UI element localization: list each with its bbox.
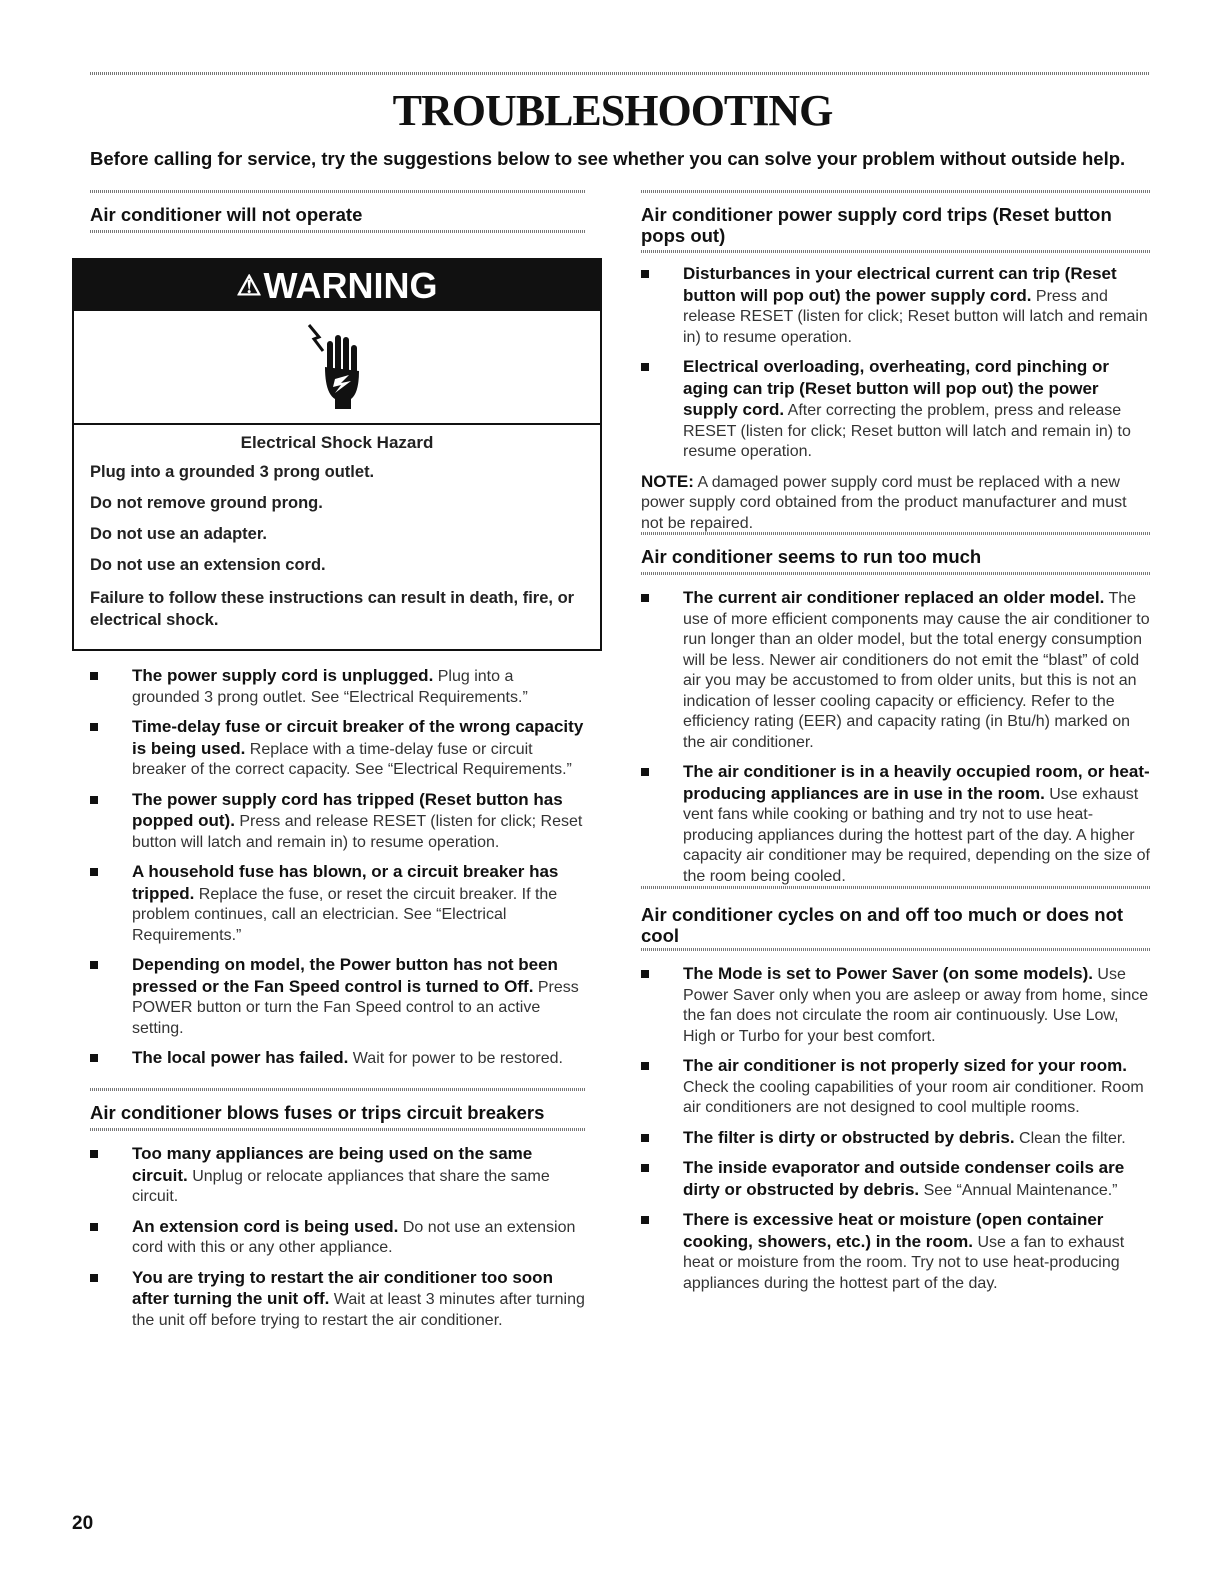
warning-failure-line: Failure to follow these instructions can result in death, fire, or electrical shock. [90, 589, 575, 629]
list-item [90, 790, 585, 854]
electric-shock-hand-icon [305, 323, 375, 413]
section-items [641, 264, 1151, 534]
list-item [90, 1217, 585, 1259]
intro-text: Before calling for service, try the suggestions below to see whether you can solve your problem without outside help. [90, 148, 1126, 169]
item-bold: A household fuse has blown, or a circuit breaker has tripped. [132, 862, 559, 903]
section-rule [641, 948, 1151, 951]
page-number: 20 [72, 1513, 94, 1534]
item-text: Use a fan to exhaust heat or moisture from the room. Try not to use heat-producing appliances during the hottest part of the day. [683, 1233, 1125, 1292]
item-list [641, 588, 1151, 887]
warning-line: Plug into a grounded 3 prong outlet. [90, 463, 375, 481]
item-text: Press and release RESET (listen for click; Reset button will latch and remain in) to resume operation. [132, 813, 583, 851]
warning-line: Do not remove ground prong. [90, 494, 323, 512]
item-text: Wait at least 3 minutes after turning the unit off before trying to restart the air conditioner. [132, 1291, 585, 1329]
warning-label: WARNING [263, 264, 438, 306]
list-item [641, 762, 1151, 887]
list-item [641, 964, 1151, 1047]
list-item [641, 1158, 1151, 1201]
item-bold: You are trying to restart the air conditioner too soon after turning the unit off. [132, 1267, 553, 1308]
item-text: See “Annual Maintenance.” [919, 1181, 1118, 1199]
list-item [90, 862, 585, 946]
list-item [641, 264, 1151, 348]
warning-box [72, 258, 602, 651]
item-list [90, 1144, 585, 1331]
item-bold: Too many appliances are being used on the same circuit. [132, 1144, 533, 1185]
list-item [641, 588, 1151, 753]
section-heading: Air conditioner blows fuses or trips circuit breakers [90, 1102, 545, 1123]
item-text: Wait for power to be restored. [348, 1050, 563, 1067]
section-items [641, 964, 1151, 1303]
item-list [641, 964, 1151, 1294]
list-item [90, 1048, 585, 1070]
item-text: Replace with a time-delay fuse or circuit breaker of the correct capacity. See “Electrical Requirements.” [132, 740, 572, 778]
item-bold: An extension cord is being used. [132, 1216, 399, 1236]
warning-line: Do not use an adapter. [90, 525, 267, 543]
section-heading: Air conditioner seems to run too much [641, 546, 982, 567]
item-text: Replace the fuse, or reset the circuit breaker. If the problem continues, call an electrician. See “Electrical Requirements.” [132, 885, 558, 944]
item-text: Do not use an extension cord with this or any other appliance. [132, 1218, 576, 1256]
warning-body [74, 425, 600, 631]
item-bold: The power supply cord is unplugged. [132, 666, 434, 685]
section-heading: Air conditioner will not operate [90, 204, 363, 225]
item-bold: The Mode is set to Power Saver (on some models). [683, 964, 1093, 983]
list-item [90, 1268, 585, 1332]
list-item [90, 717, 585, 781]
page-title: TROUBLESHOOTING [392, 86, 833, 135]
item-bold: The current air conditioner replaced an older model. [683, 588, 1105, 607]
item-text: Plug into a grounded 3 prong outlet. See “Electrical Requirements.” [132, 668, 528, 706]
list-item [641, 1128, 1151, 1150]
note-text [641, 472, 1151, 535]
section-heading: Air conditioner power supply cord trips (Reset button pops out) [641, 204, 1112, 246]
item-bold: Disturbances in your electrical current can trip (Reset button will pop out) the power supply cord. [683, 264, 1117, 305]
section-rule [641, 572, 1151, 575]
note-label: NOTE: [641, 471, 694, 491]
item-list [641, 264, 1151, 463]
item-text: Press and release RESET (listen for click; Reset button will latch and remain in) to resume operation. [683, 287, 1148, 346]
item-text: Press POWER button or turn the Fan Speed control to an active setting. [132, 978, 579, 1037]
item-bold: The filter is dirty or obstructed by debris. [683, 1127, 1015, 1147]
section-items [90, 1144, 585, 1340]
warning-banner [74, 260, 600, 311]
list-item [90, 666, 585, 708]
section-rule [641, 532, 1151, 535]
item-bold: Time-delay fuse or circuit breaker of the wrong capacity is being used. [132, 717, 584, 758]
section-rule [641, 886, 1151, 889]
warning-line: Do not use an extension cord. [90, 556, 326, 574]
list-item [641, 1210, 1151, 1294]
note-body: A damaged power supply cord must be replaced with a new power supply cord obtained from the product manufacturer and must not be repaired. [641, 473, 1127, 532]
section-heading: Air conditioner cycles on and off too much or does not cool [641, 904, 1124, 946]
item-text: Check the cooling capabilities of your room air conditioner. Room air conditioners are not designed to cool multiple rooms. [683, 1078, 1144, 1116]
list-item [90, 1144, 585, 1208]
section-items [90, 666, 585, 1079]
item-text: Use exhaust vent fans while cooking or bathing and try not to use heat-producing appliances during the hottest part of the day. A higher capacity air conditioner may be required, depending on the size of the room being cooled. [683, 785, 1150, 885]
section-rule [90, 1088, 585, 1091]
item-text: Use Power Saver only when you are asleep or away from home, since the fan does not circulate the room air continuously. Use Low, High or Turbo for your best comfort. [683, 966, 1149, 1045]
section-rule [90, 190, 585, 193]
item-bold: The air conditioner is not properly sized for your room. [683, 1056, 1127, 1075]
section-items [641, 588, 1151, 896]
item-bold: The air conditioner is in a heavily occupied room, or heat-producing appliances are in use in the room. [683, 762, 1150, 803]
item-bold: Depending on model, the Power button has not been pressed or the Fan Speed control is turned to Off. [132, 955, 558, 996]
list-item [90, 955, 585, 1039]
item-text: Unplug or relocate appliances that share the same circuit. [132, 1167, 550, 1205]
section-rule [641, 250, 1151, 253]
item-bold: Electrical overloading, overheating, cord pinching or aging can trip (Reset button will pop out) the power supply cord. [683, 357, 1110, 419]
top-rule [90, 72, 1150, 75]
item-bold: The local power has failed. [132, 1048, 349, 1067]
shock-hazard-icon-area [74, 311, 600, 425]
item-text: Clean the filter. [1014, 1129, 1126, 1147]
section-rule [90, 230, 585, 233]
item-bold: The power supply cord has tripped (Reset button has popped out). [132, 789, 563, 830]
item-bold: The inside evaporator and outside condenser coils are dirty or obstructed by debris. [683, 1158, 1125, 1199]
list-item [641, 357, 1151, 463]
section-rule [641, 190, 1151, 193]
warning-triangle-icon: ⚠ [236, 270, 262, 301]
item-bold: There is excessive heat or moisture (open container cooking, showers, etc.) in the room. [683, 1210, 1104, 1251]
item-text: The use of more efficient components may cause the air conditioner to run longer than an older model, but the total energy consumption will be less. Newer air conditioners do not emit the “blast” of cold air you may be accustomed to from older units, but this is not an indication of lesser cooling capacity or efficiency. Refer to the efficiency rating (EER) and capacity rating (in Btu/h) marked on the air conditioner. [683, 590, 1150, 751]
item-text: After correcting the problem, press and release RESET (listen for click; Reset button will latch and remain in) to resume operation. [683, 402, 1131, 460]
item-list [90, 666, 585, 1070]
section-rule [90, 1128, 585, 1131]
list-item [641, 1056, 1151, 1119]
hazard-title: Electrical Shock Hazard [240, 433, 434, 452]
